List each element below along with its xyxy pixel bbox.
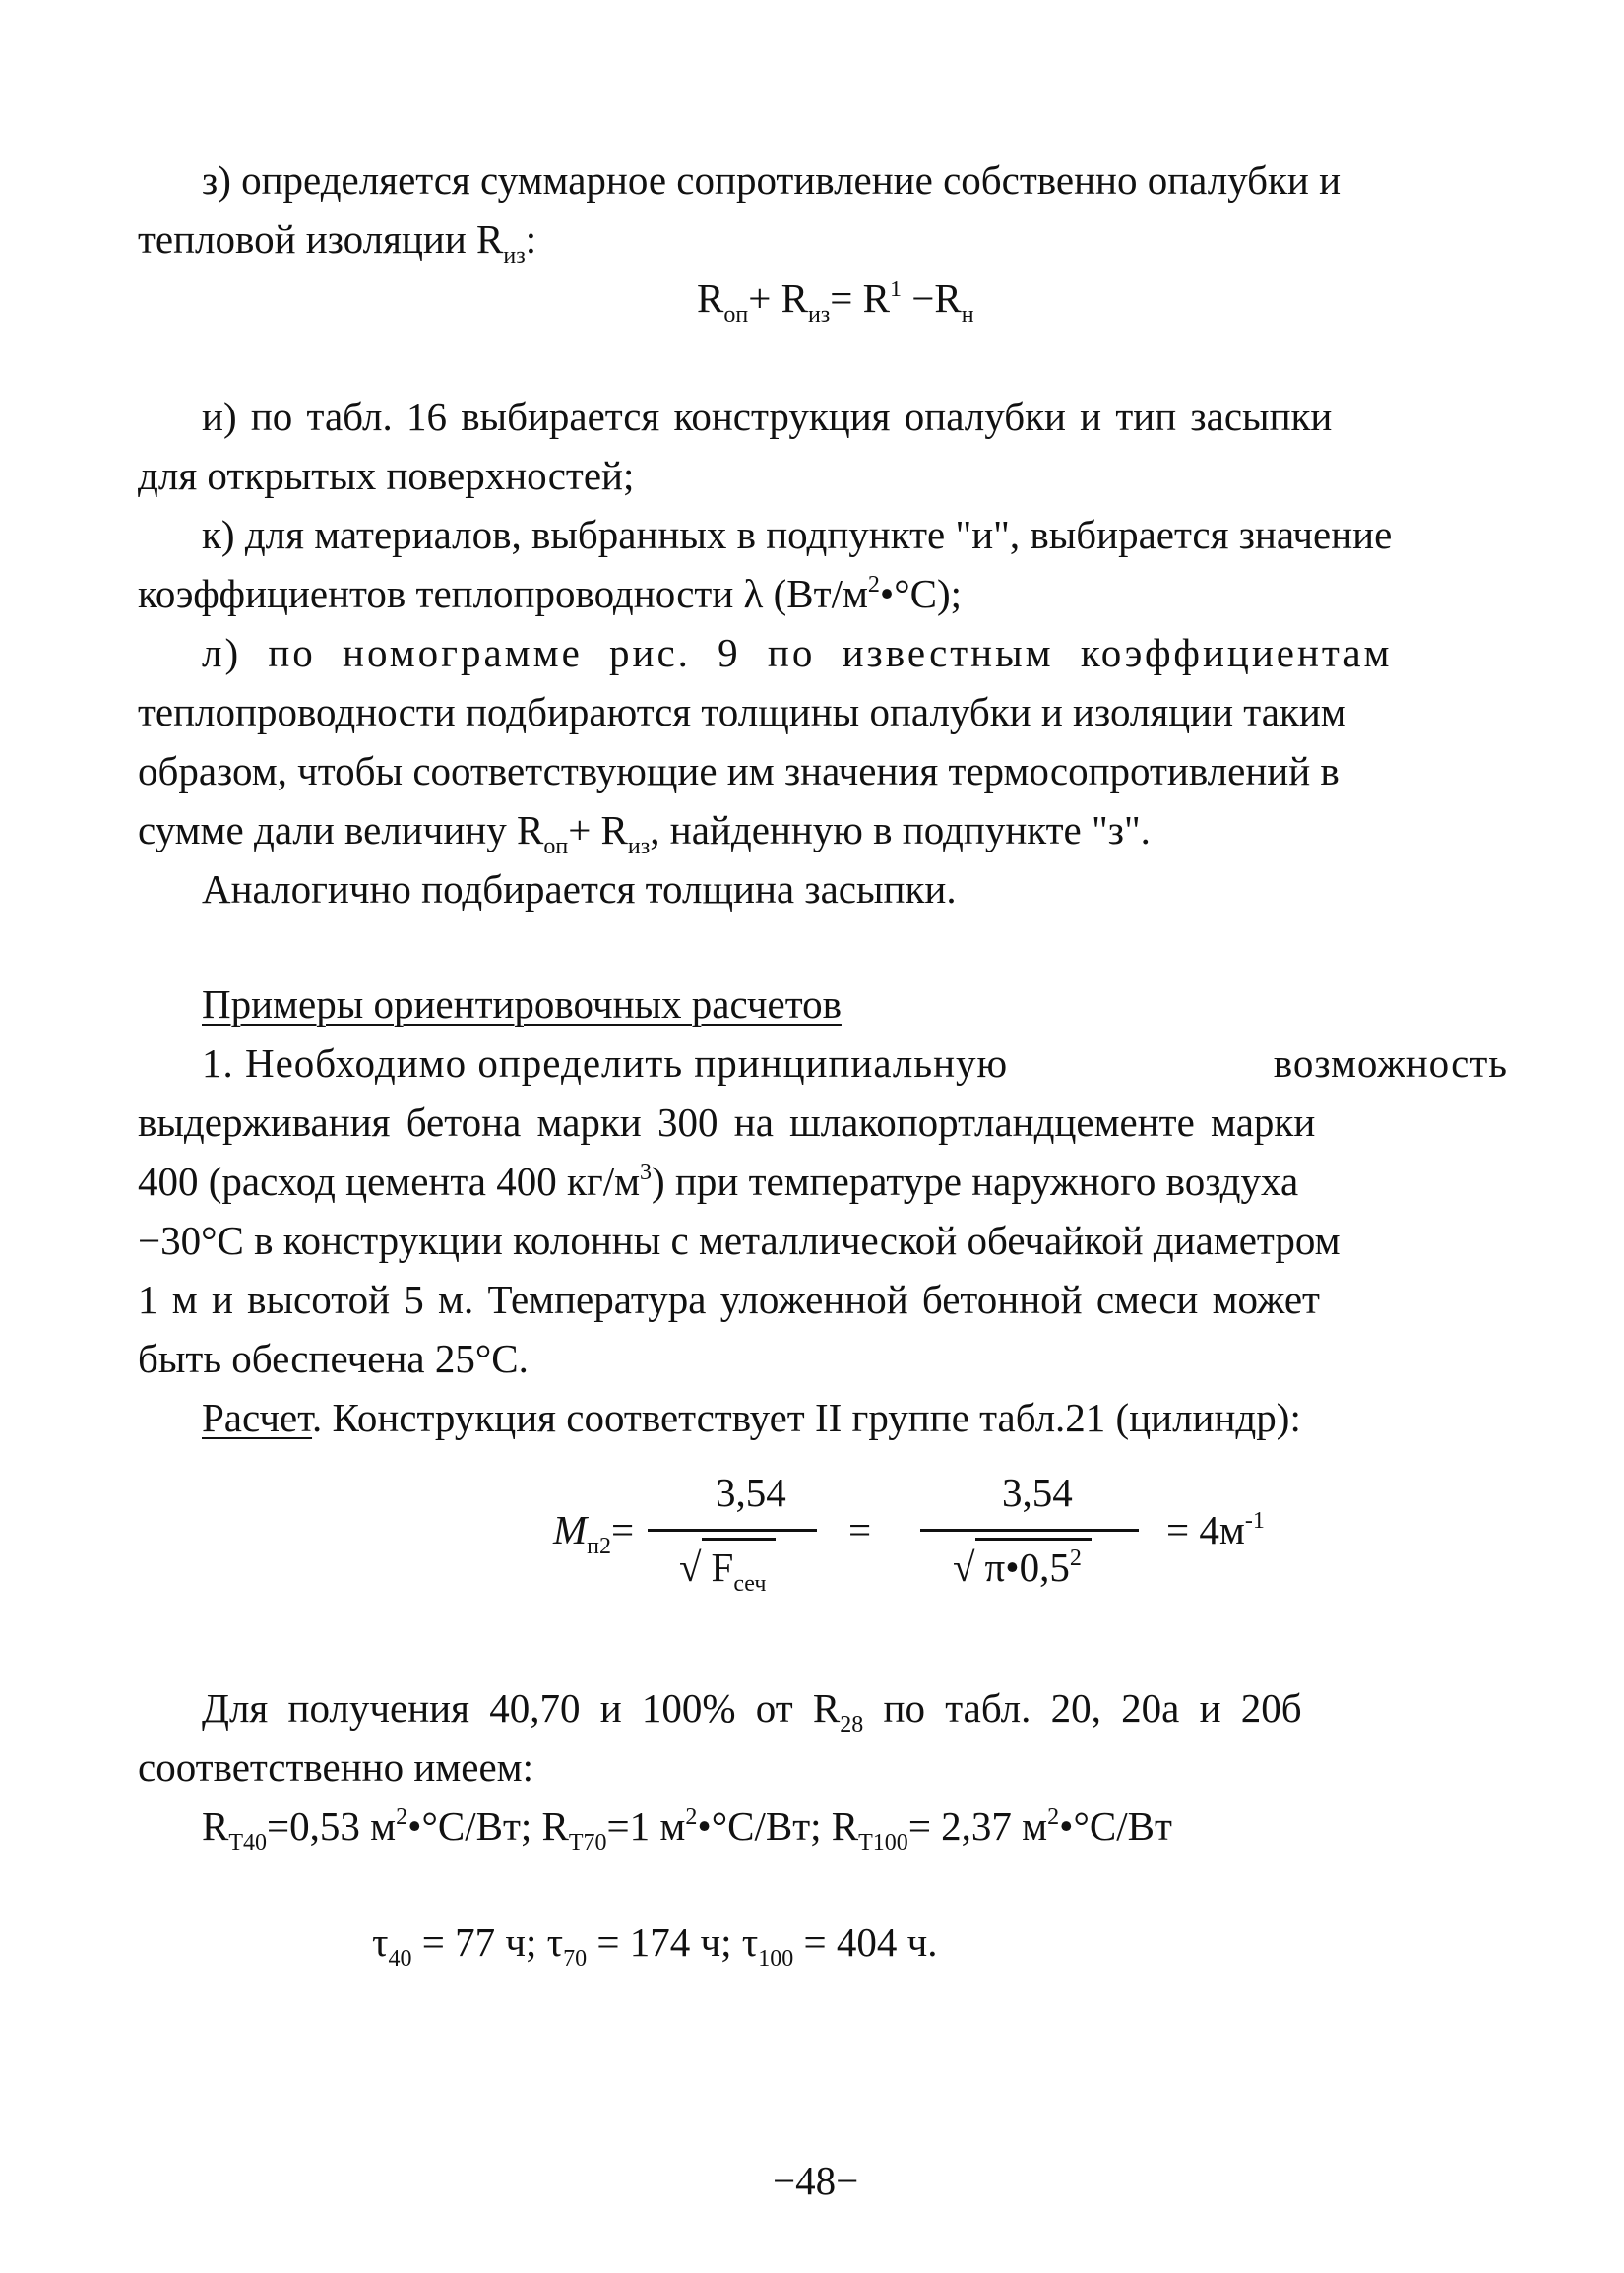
text: =0,53 м xyxy=(267,1803,397,1849)
text: Аналогично подбирается толщина засыпки. xyxy=(202,866,957,912)
calc-label: Расчет xyxy=(202,1395,313,1440)
paragraph-k-line1 xyxy=(202,510,1392,559)
superscript: -1 xyxy=(1244,1508,1265,1534)
formula-symbol: = xyxy=(611,1507,635,1552)
text: возможность xyxy=(1273,1041,1508,1086)
text: τ xyxy=(741,1920,759,1965)
text: R xyxy=(541,1803,569,1849)
text: по табл. 20, 20а и 20б xyxy=(883,1685,1302,1731)
tau-values-line xyxy=(372,1918,938,1972)
superscript: 2 xyxy=(867,572,880,598)
formula-m-lhs xyxy=(553,1506,635,1559)
text: 1 м и высотой 5 м. Температура уложенной бетонной смеси может xyxy=(138,1277,1320,1322)
text: к) для материалов, выбранных в подпункте "и", выбирается значение xyxy=(202,512,1393,557)
text: =1 м xyxy=(606,1803,686,1849)
paragraph-i-line1 xyxy=(202,392,1508,441)
formula-symbol: = xyxy=(848,1507,872,1552)
text: Для получения 40,70 и 100% от R xyxy=(202,1685,841,1731)
formula-symbol: = R xyxy=(830,276,890,321)
denominator: π•0,5 xyxy=(984,1545,1070,1590)
formula-symbol: −R xyxy=(902,276,962,321)
formula-symbol: M xyxy=(553,1507,588,1552)
section-heading xyxy=(202,979,842,1029)
formula-symbol: = 4м xyxy=(1166,1507,1245,1552)
text: з) определяется суммарное сопротивление собственно опалубки и xyxy=(202,158,1342,203)
sqrt-icon: √ xyxy=(679,1545,702,1590)
r-values-line xyxy=(202,1801,1172,1856)
superscript: 2 xyxy=(396,1804,408,1830)
calc-line xyxy=(202,1393,1301,1442)
text: , найденную в подпункте "з". xyxy=(650,807,1151,852)
subscript: п2 xyxy=(587,1534,611,1559)
example1-line2 xyxy=(138,1098,1315,1147)
text: −48− xyxy=(773,2158,859,2203)
subscript: T100 xyxy=(858,1830,908,1856)
paragraph-l-line2 xyxy=(138,687,1346,736)
subscript: 28 xyxy=(840,1712,864,1737)
superscript: 2 xyxy=(685,1804,698,1830)
text: образом, чтобы соответствующие им значения термосопротивлений в xyxy=(138,748,1340,793)
subscript: T40 xyxy=(228,1830,268,1856)
text: тепловой изоляции R xyxy=(138,217,504,262)
subscript: оп xyxy=(543,834,569,859)
text: и) по табл. 16 выбирается конструкция опалубки и тип засыпки xyxy=(202,394,1333,439)
paragraph-analog xyxy=(202,864,957,914)
formula-resistance-sum xyxy=(697,274,974,328)
text: −30°С в конструкции колонны с металлической обечайкой диаметром xyxy=(138,1218,1341,1263)
text: . Конструкция соответствует II группе табл.21 (цилиндр): xyxy=(312,1395,1301,1440)
text: •°С); xyxy=(879,571,963,616)
paragraph-l-line1 xyxy=(202,628,1392,677)
numerator: 3,54 xyxy=(1002,1470,1073,1515)
text: R xyxy=(831,1803,859,1849)
text: τ xyxy=(546,1920,564,1965)
example1-line6 xyxy=(138,1334,529,1383)
text: •°С/Вт xyxy=(1059,1803,1172,1849)
text: •°С/Вт; xyxy=(407,1803,542,1849)
paragraph-l-line4 xyxy=(138,805,1151,859)
text: теплопроводности подбираются толщины опалубки и изоляции таким xyxy=(138,689,1346,734)
page-number xyxy=(773,2156,858,2205)
formula-symbol: R xyxy=(697,276,724,321)
subscript: сеч xyxy=(733,1571,767,1597)
example1-line5 xyxy=(138,1275,1320,1324)
fraction1-numerator xyxy=(716,1469,786,1516)
paragraph-z-line2 xyxy=(138,215,537,269)
subscript: из xyxy=(807,302,831,328)
paragraph-k-line2 xyxy=(138,569,962,618)
text: 1. Необходимо определить принципиальную xyxy=(202,1041,1009,1086)
formula-symbol: + R xyxy=(748,276,808,321)
text: = 77 ч; xyxy=(411,1920,547,1965)
text: выдерживания бетона марки 300 на шлакопортландцементе марки xyxy=(138,1100,1316,1145)
paragraph-z-line1 xyxy=(202,156,1508,205)
formula-m-eq2 xyxy=(848,1506,871,1553)
fraction1-bar xyxy=(648,1529,817,1532)
example1-line1 xyxy=(202,1039,1508,1088)
text: = 2,37 м xyxy=(907,1803,1048,1849)
text: •°С/Вт; xyxy=(697,1803,832,1849)
text: + R xyxy=(568,807,628,852)
fraction2-bar xyxy=(920,1529,1139,1532)
paragraph-get-line2 xyxy=(138,1742,533,1792)
denominator: F xyxy=(711,1545,734,1590)
formula-m-result xyxy=(1166,1506,1265,1553)
superscript: 2 xyxy=(1047,1804,1060,1830)
subscript: из xyxy=(627,834,651,859)
text: τ xyxy=(372,1920,389,1965)
text: коэффициентов теплопроводности λ (Вт/м xyxy=(138,571,868,616)
text: = 174 ч; xyxy=(587,1920,742,1965)
sqrt-icon: √ xyxy=(953,1545,975,1590)
subscript: 70 xyxy=(563,1946,588,1972)
subscript: оп xyxy=(723,302,749,328)
text: сумме дали величину R xyxy=(138,807,544,852)
paragraph-i-line2 xyxy=(138,451,634,500)
numerator: 3,54 xyxy=(716,1470,786,1515)
paragraph-get-line1 xyxy=(202,1683,1302,1737)
superscript: 1 xyxy=(890,277,902,302)
subscript: T70 xyxy=(568,1830,607,1856)
subscript: из xyxy=(503,243,526,269)
text: л) по номограмме рис. 9 по известным коэффициентам xyxy=(202,630,1393,675)
fraction1-denominator xyxy=(679,1544,776,1597)
subscript: 100 xyxy=(758,1946,794,1972)
text: для открытых поверхностей; xyxy=(138,453,635,498)
text: = 404 ч. xyxy=(793,1920,938,1965)
paragraph-l-line3 xyxy=(138,746,1340,795)
text: быть обеспечена 25°С. xyxy=(138,1336,529,1381)
fraction2-numerator xyxy=(1002,1469,1073,1516)
subscript: н xyxy=(961,302,974,328)
fraction2-denominator xyxy=(953,1544,1092,1591)
heading-text: Примеры ориентировочных расчетов xyxy=(202,981,842,1027)
subscript: 40 xyxy=(388,1946,412,1972)
example1-line3 xyxy=(138,1157,1298,1206)
text: 400 (расход цемента 400 кг/м xyxy=(138,1159,641,1204)
superscript: 2 xyxy=(1069,1546,1082,1571)
text: ) при температуре наружного воздуха xyxy=(652,1159,1299,1204)
example1-line4 xyxy=(138,1216,1341,1265)
superscript: 3 xyxy=(640,1160,653,1185)
text: R xyxy=(202,1803,229,1849)
text: соответственно имеем: xyxy=(138,1744,533,1790)
text: : xyxy=(525,217,537,262)
